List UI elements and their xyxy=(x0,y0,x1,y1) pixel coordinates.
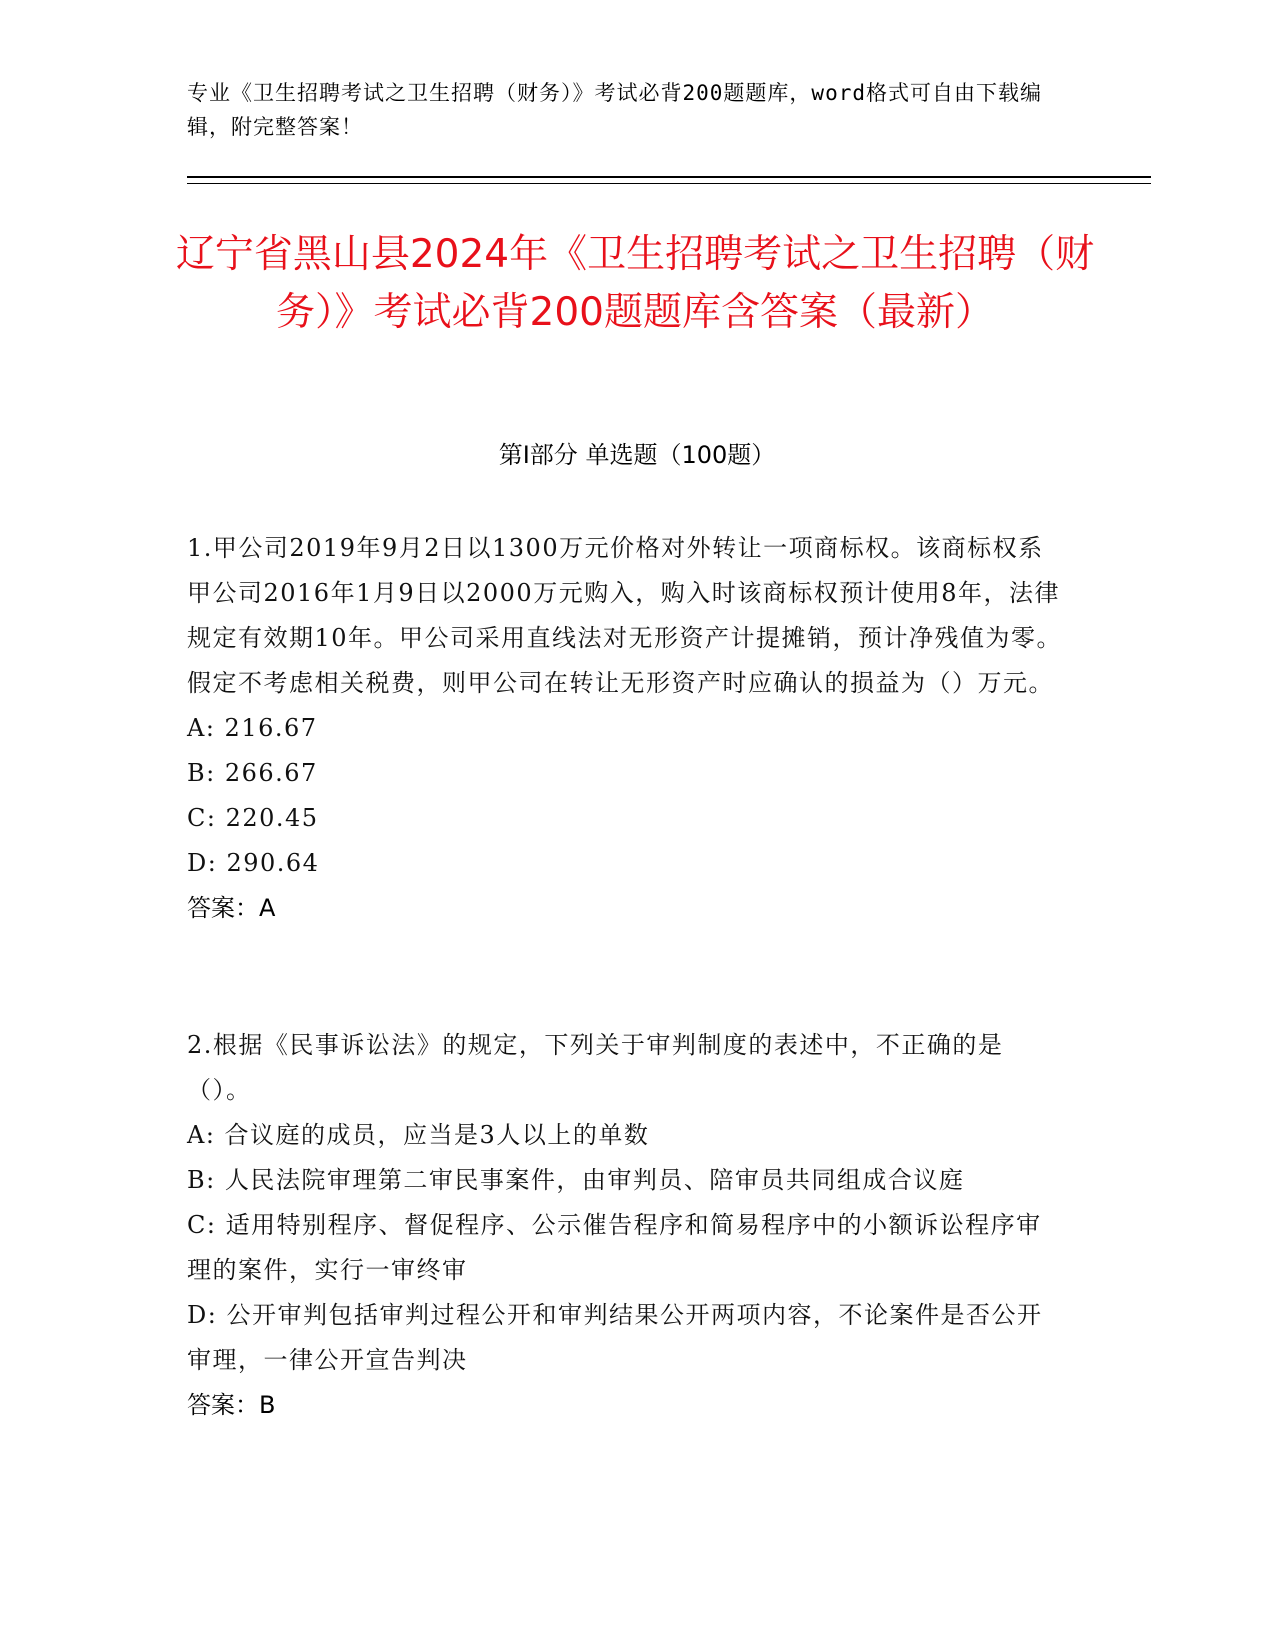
divider-line xyxy=(187,176,1151,178)
answer-line: 答案：B xyxy=(187,1391,276,1419)
header-note: 专业《卫生招聘考试之卫生招聘（财务）》考试必背200题题库，word格式可自由下载编辑，附完整答案！ xyxy=(187,81,1042,139)
option-b: B: 人民法院审理第二审民事案件，由审判员、陪审员共同组成合议庭 xyxy=(187,1166,965,1194)
option-d: D: 公开审判包括审判过程公开和审判结果公开两项内容，不论案件是否公开审理，一律公开宣告判决 xyxy=(187,1301,1043,1374)
option-d: D: 290.64 xyxy=(187,849,320,877)
option-a: A: 合议庭的成员，应当是3人以上的单数 xyxy=(187,1121,650,1149)
question-stem: 1.甲公司2019年9月2日以1300万元价格对外转让一项商标权。该商标权系甲公司2016年1月9日以2000万元购入，购入时该商标权预计使用8年，法律规定有效期10年。甲公司采用直线法对无形资产计提摊销，预计净残值为零。假定不考虑相关税费，则甲公司在转让无形资产时应确认的损益为（）万元。 xyxy=(187,534,1063,697)
section-heading: 第I部分 单选题（100题） xyxy=(498,441,776,469)
option-a: A: 216.67 xyxy=(187,714,318,742)
divider-line-thin xyxy=(187,183,1151,184)
option-b: B: 266.67 xyxy=(187,759,318,787)
answer-line: 答案：A xyxy=(187,894,276,922)
question-block xyxy=(187,1023,1067,1428)
question-stem: 2.根据《民事诉讼法》的规定，下列关于审判制度的表述中，不正确的是（）。 xyxy=(187,1031,1004,1104)
document-title: 辽宁省黑山县2024年《卫生招聘考试之卫生招聘（财务）》考试必背200题题库含答案（最新） xyxy=(175,232,1095,335)
option-c: C: 适用特别程序、督促程序、公示催告程序和简易程序中的小额诉讼程序审理的案件，实行一审终审 xyxy=(187,1211,1042,1284)
question-block xyxy=(187,526,1067,931)
option-c: C: 220.45 xyxy=(187,804,319,832)
